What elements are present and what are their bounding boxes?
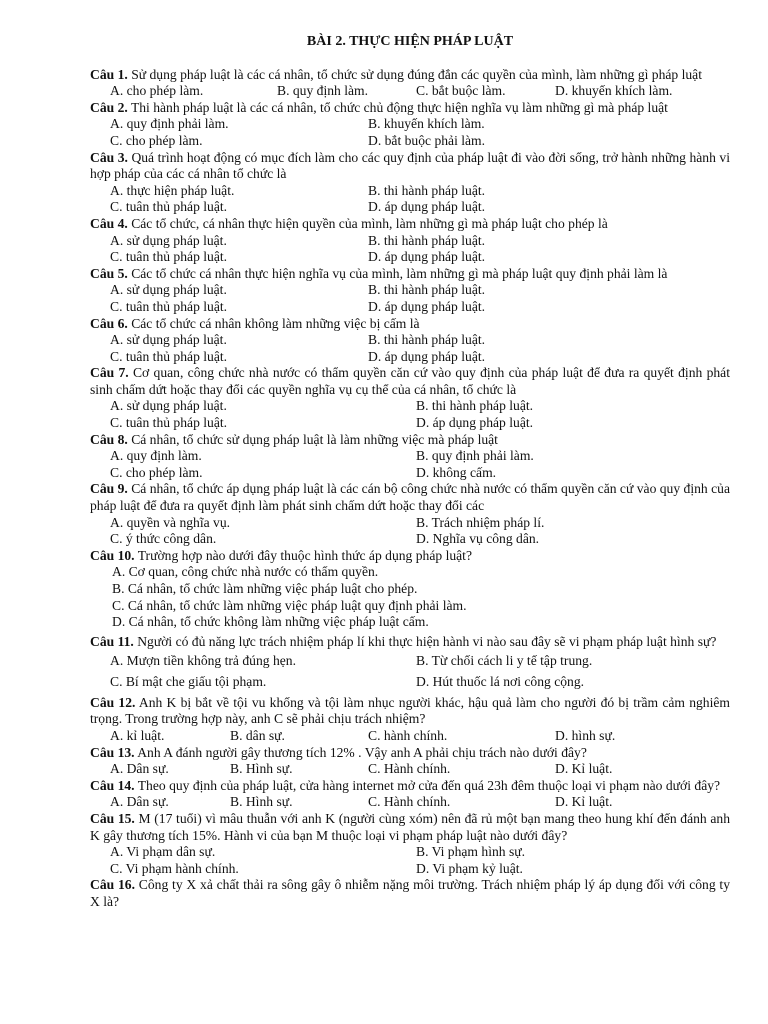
question-stem: Cá nhân, tổ chức áp dụng pháp luật là các cán bộ công chức nhà nước có thẩm quyền căn cứ vào quy định của pháp luật để đưa ra quyết định làm phát sinh chấm dứt hoặc thay đổi các: [90, 481, 730, 514]
question-3: [90, 150, 730, 216]
option-d[interactable]: D. áp dụng pháp luật.: [368, 249, 486, 265]
option-d[interactable]: D. khuyến khích làm.: [555, 83, 673, 99]
option-d[interactable]: D. Kỉ luật.: [555, 761, 613, 777]
option-c[interactable]: C. tuân thủ pháp luật.: [110, 298, 228, 314]
option-d[interactable]: D. Cá nhân, tổ chức không làm những việc pháp luật cấm.: [112, 614, 429, 630]
question-9: [90, 481, 730, 547]
question-text: [90, 67, 730, 84]
option-d[interactable]: D. không cấm.: [416, 464, 497, 480]
question-number: Câu 4.: [90, 215, 128, 231]
option-c[interactable]: C. Bí mật che giấu tội phạm.: [110, 673, 267, 689]
question-text: [90, 100, 730, 117]
question-text: [90, 778, 730, 795]
option-b[interactable]: B. Từ chối cách li y tế tập trung.: [416, 652, 593, 668]
question-11: [90, 631, 730, 695]
question-stem: M (17 tuổi) vì mâu thuẫn với anh K (người cùng xóm) nên đã rủ một bạn mang theo hung khí đến đánh anh K gây thương tích 15%. Hành vi của bạn M thuộc loại vi phạm pháp luật nào dưới đây?: [90, 810, 730, 843]
option-b[interactable]: B. thi hành pháp luật.: [368, 232, 486, 248]
option-c[interactable]: C. Hành chính.: [368, 761, 451, 777]
question-text: [90, 216, 730, 233]
option-b[interactable]: B. thi hành pháp luật.: [368, 282, 486, 298]
option-d[interactable]: D. áp dụng pháp luật.: [416, 415, 534, 431]
options-row: [90, 515, 730, 532]
question-stem: Anh K bị bắt về tội vu khống và tội làm nhục người khác, hậu quả làm cho người đó bị trầm cảm nghiêm trọng. Trong trường hợp này, anh C sẽ phải chịu trách nhiệm?: [90, 694, 730, 727]
option-a[interactable]: A. cho phép làm.: [110, 83, 204, 99]
option-c[interactable]: C. Vi phạm hành chính.: [110, 860, 239, 876]
option-b[interactable]: B. quy định làm.: [277, 83, 369, 99]
question-stem: Thi hành pháp luật là các cá nhân, tổ chức chủ động thực hiện nghĩa vụ làm những gì mà pháp luật: [130, 99, 668, 115]
option-d[interactable]: D. áp dụng pháp luật.: [368, 199, 486, 215]
option-d[interactable]: D. hình sự.: [555, 727, 616, 743]
option-d[interactable]: D. áp dụng pháp luật.: [368, 298, 486, 314]
question-stem: Quá trình hoạt động có mục đích làm cho các quy định của pháp luật đi vào đời sống, trở hành những hành vi hợp pháp của các cá nhân tổ chức là: [90, 149, 730, 182]
option-a[interactable]: A. Vi phạm dân sự.: [110, 844, 216, 860]
option-c[interactable]: C. tuân thủ pháp luật.: [110, 348, 228, 364]
option-b[interactable]: B. thi hành pháp luật.: [368, 332, 486, 348]
question-number: Câu 16.: [90, 877, 135, 893]
question-text: [90, 316, 730, 333]
question-text: [90, 266, 730, 283]
option-c[interactable]: C. ý thức công dân.: [110, 531, 217, 547]
question-number: Câu 15.: [90, 810, 135, 826]
option-a[interactable]: A. sử dụng pháp luật.: [110, 232, 227, 248]
options-row: [90, 674, 730, 695]
question-number: Câu 6.: [90, 315, 128, 331]
option-b[interactable]: B. Hình sự.: [230, 794, 293, 810]
question-number: Câu 14.: [90, 777, 135, 793]
question-number: Câu 2.: [90, 99, 128, 115]
options-row: [90, 415, 730, 432]
option-b[interactable]: B. Trách nhiệm pháp lí.: [416, 514, 545, 530]
question-text: [90, 877, 730, 910]
question-16: [90, 877, 730, 910]
options-row: [90, 728, 730, 745]
question-number: Câu 10.: [90, 547, 135, 563]
question-number: Câu 5.: [90, 265, 128, 281]
question-10: [90, 548, 730, 631]
question-8: [90, 432, 730, 482]
question-12: [90, 695, 730, 745]
option-c[interactable]: C. Cá nhân, tổ chức làm những việc pháp luật quy định phải làm.: [112, 597, 467, 613]
question-number: Câu 13.: [90, 744, 135, 760]
question-number: Câu 7.: [90, 365, 129, 381]
question-stem: Anh A đánh người gây thương tích 12% . Vậy anh A phải chịu trách nào dưới đây?: [137, 744, 587, 760]
question-7: [90, 365, 730, 431]
option-c[interactable]: C. Hành chính.: [368, 794, 451, 810]
option-c[interactable]: C. cho phép làm.: [110, 464, 203, 480]
question-text: [90, 631, 730, 653]
question-text: [90, 695, 730, 728]
question-number: Câu 1.: [90, 66, 128, 82]
question-stem: Các tổ chức cá nhân thực hiện nghĩa vụ của mình, làm những gì mà pháp luật quy định phải làm là: [131, 265, 668, 281]
question-2: [90, 100, 730, 150]
options-row: [90, 332, 730, 349]
option-d[interactable]: D. áp dụng pháp luật.: [368, 348, 486, 364]
option-c[interactable]: C. cho phép làm.: [110, 132, 203, 148]
document-title: BÀI 2. THỰC HIỆN PHÁP LUẬT: [306, 34, 514, 49]
option-a[interactable]: A. quy định làm.: [110, 448, 202, 464]
question-stem: Theo quy định của pháp luật, cửa hàng internet mở cửa đến quá 23h đêm thuộc loại vi phạm nào dưới đây?: [137, 777, 721, 793]
options-row: [90, 116, 730, 133]
options-row: [90, 133, 730, 150]
option-b[interactable]: B. thi hành pháp luật.: [368, 182, 486, 198]
question-5: [90, 266, 730, 316]
option-a[interactable]: A. quyền và nghĩa vụ.: [110, 514, 231, 530]
question-number: Câu 12.: [90, 694, 136, 710]
option-d[interactable]: D. Hút thuốc lá nơi công cộng.: [416, 673, 585, 689]
options-row: [90, 653, 730, 674]
option-a[interactable]: A. sử dụng pháp luật.: [110, 398, 227, 414]
question-6: [90, 316, 730, 366]
option-b[interactable]: B. thi hành pháp luật.: [416, 398, 534, 414]
options-row: [90, 465, 730, 482]
question-stem: Trường hợp nào dưới đây thuộc hình thức áp dụng pháp luật?: [137, 547, 472, 563]
options-row: [90, 861, 730, 878]
options-row: [90, 448, 730, 465]
question-text: [90, 811, 730, 844]
options-row: [90, 233, 730, 250]
question-stem: Cá nhân, tổ chức sử dụng pháp luật là làm những việc mà pháp luật: [131, 431, 498, 447]
question-4: [90, 216, 730, 266]
option-a[interactable]: A. thực hiện pháp luật.: [110, 182, 235, 198]
question-stem: Sử dụng pháp luật là các cá nhân, tổ chức sử dụng đúng đắn các quyền của mình, làm những gì pháp luật: [131, 66, 702, 82]
option-a[interactable]: A. sử dụng pháp luật.: [110, 282, 227, 298]
option-c[interactable]: C. tuân thủ pháp luật.: [110, 415, 228, 431]
question-text: [90, 745, 730, 762]
question-number: Câu 3.: [90, 149, 128, 165]
option-c[interactable]: C. tuân thủ pháp luật.: [110, 199, 228, 215]
option-d[interactable]: D. Vi phạm kỷ luật.: [416, 860, 523, 876]
options-row: [90, 761, 730, 778]
question-stem: Cơ quan, công chức nhà nước có thẩm quyền căn cứ vào quy định của pháp luật để đưa ra quyết định phát sinh chấm dứt hoặc thay đổi các quyền nghĩa vụ cụ thể của cá nhân, tổ chức là: [90, 365, 730, 397]
option-a[interactable]: A. Mượn tiền không trả đúng hẹn.: [110, 652, 296, 668]
option-b[interactable]: B. Vi phạm hình sự.: [416, 844, 526, 860]
option-d[interactable]: D. Kỉ luật.: [555, 794, 613, 810]
option-c[interactable]: C. hành chính.: [368, 727, 448, 743]
options-row: [90, 83, 730, 100]
question-stem: Công ty X xả chất thải ra sông gây ô nhiễm nặng môi trường. Trách nhiệm pháp lý áp dụng đối với công ty X là?: [90, 877, 730, 909]
options-row: [90, 282, 730, 299]
question-stem: Người có đủ năng lực trách nhiệm pháp lí khi thực hiện hành vi nào sau đây sẽ vi phạm pháp luật hình sự?: [137, 633, 717, 649]
question-number: Câu 11.: [90, 633, 134, 649]
options-row: [90, 531, 730, 548]
question-text: [90, 481, 730, 514]
option-a[interactable]: A. quy định phải làm.: [110, 116, 229, 132]
option-a[interactable]: A. kỉ luật.: [110, 727, 165, 743]
option-b[interactable]: B. dân sự.: [230, 727, 285, 743]
options-row: [90, 183, 730, 200]
option-b[interactable]: B. Hình sự.: [230, 761, 293, 777]
options-row: [90, 794, 730, 811]
question-text: [90, 432, 730, 449]
options-row: [90, 349, 730, 366]
question-1: [90, 67, 730, 100]
option-c[interactable]: C. tuân thủ pháp luật.: [110, 249, 228, 265]
question-number: Câu 8.: [90, 431, 128, 447]
question-stem: Các tổ chức cá nhân không làm những việc bị cấm là: [131, 315, 420, 331]
question-14: [90, 778, 730, 811]
question-stem: Các tổ chức, cá nhân thực hiện quyền của mình, làm những gì mà pháp luật cho phép là: [131, 215, 608, 231]
question-13: [90, 745, 730, 778]
option-b[interactable]: B. quy định phải làm.: [416, 448, 534, 464]
question-text: [90, 150, 730, 183]
option-a[interactable]: A. sử dụng pháp luật.: [110, 332, 227, 348]
options-row: [90, 299, 730, 316]
question-number: Câu 9.: [90, 481, 128, 497]
option-d[interactable]: D. Nghĩa vụ công dân.: [416, 531, 540, 547]
option-b[interactable]: B. Cá nhân, tổ chức làm những việc pháp luật cho phép.: [112, 581, 418, 596]
option-a[interactable]: A. Cơ quan, công chức nhà nước có thẩm quyền.: [112, 564, 379, 580]
options-row: [90, 249, 730, 266]
options-row: [90, 844, 730, 861]
option-d[interactable]: D. bắt buộc phải làm.: [368, 132, 486, 148]
option-b[interactable]: B. khuyến khích làm.: [368, 116, 485, 132]
question-text: [90, 365, 730, 398]
option-c[interactable]: C. bắt buộc làm.: [416, 83, 506, 99]
option-a[interactable]: A. Dân sự.: [110, 794, 169, 810]
option-a[interactable]: A. Dân sự.: [110, 761, 169, 777]
question-text: [90, 548, 730, 565]
question-15: [90, 811, 730, 877]
options-row: [90, 199, 730, 216]
options-row: [90, 398, 730, 415]
